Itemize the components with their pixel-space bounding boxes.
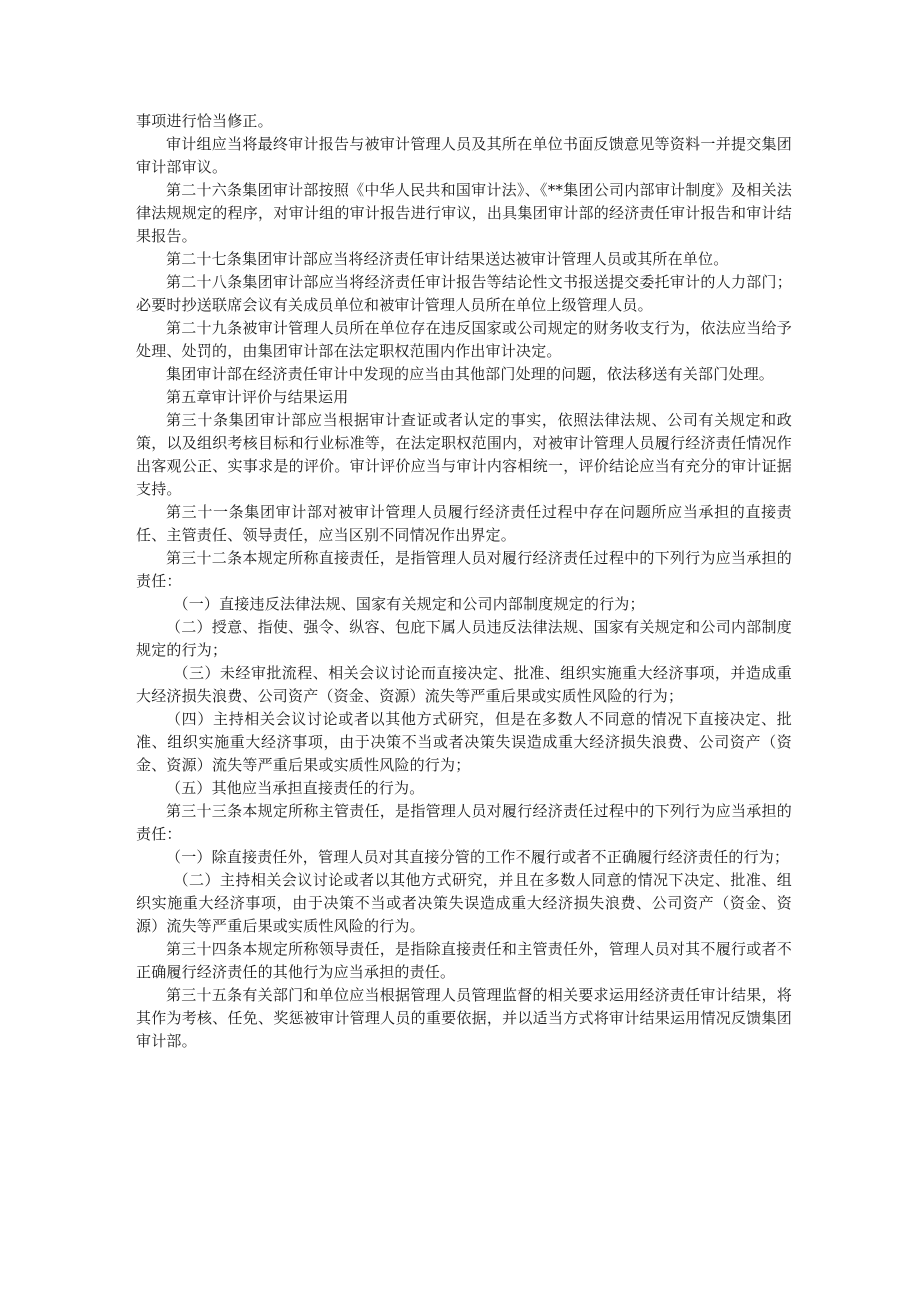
list-item: （三）未经审批流程、相关会议讨论而直接决定、批准、组织实施重大经济事项，并造成重大经济损失浪费、公司资产（资金、资源）流失等严重后果或实质性风险的行为； (136, 664, 792, 705)
article-27: 第二十七条集团审计部应当将经济责任审计结果送达被审计管理人员或其所在单位。 (166, 250, 729, 268)
paragraph: 事项进行恰当修正。 (136, 112, 273, 130)
paragraph: 审计组应当将最终审计报告与被审计管理人员及其所在单位书面反馈意见等资料一并提交集团审计部审议。 (136, 135, 792, 176)
article-26: 第二十六条集团审计部按照《中华人民共和国审计法》、《**集团公司内部审计制度》及相关法律法规规定的程序，对审计组的审计报告进行审议，出具集团审计部的经济责任审计报告和审计结果报告。 (136, 181, 792, 245)
list-item: （一）除直接责任外，管理人员对其直接分管的工作不履行或者不正确履行经济责任的行为； (166, 848, 790, 866)
document-body (136, 110, 792, 1053)
article-35: 第三十五条有关部门和单位应当根据管理人员管理监督的相关要求运用经济责任审计结果，将其作为考核、任免、奖惩被审计管理人员的重要依据，并以适当方式将审计结果运用情况反馈集团审计部。 (136, 986, 792, 1050)
list-item: （一）直接违反法律法规、国家有关规定和公司内部制度规定的行为； (173, 595, 645, 613)
list-item: （二）主持相关会议讨论或者以其他方式研究，并且在多数人同意的情况下决定、批准、组织实施重大经济事项，由于决策不当或者决策失误造成重大经济损失浪费、公司资产（资金、资源）流失等严重后果或实质性风险的行为。 (136, 871, 792, 935)
article-29: 第二十九条被审计管理人员所在单位存在违反国家或公司规定的财务收支行为，依法应当给予处理、处罚的，由集团审计部在法定职权范围内作出审计决定。 (136, 319, 792, 360)
article-28: 第二十八条集团审计部应当将经济责任审计报告等结论性文书报送提交委托审计的人力部门；必要时抄送联席会议有关成员单位和被审计管理人员所在单位上级管理人员。 (136, 273, 792, 314)
article-31: 第三十一条集团审计部对被审计管理人员履行经济责任过程中存在问题所应当承担的直接责任、主管责任、领导责任，应当区别不同情况作出界定。 (136, 503, 792, 544)
list-item: （二）授意、指使、强令、纵容、包庇下属人员违反法律法规、国家有关规定和公司内部制度规定的行为； (136, 618, 792, 659)
article-33: 第三十三条本规定所称主管责任，是指管理人员对履行经济责任过程中的下列行为应当承担的责任： (136, 802, 792, 843)
article-34: 第三十四条本规定所称领导责任，是指除直接责任和主管责任外，管理人员对其不履行或者不正确履行经济责任的其他行为应当承担的责任。 (136, 940, 792, 981)
paragraph: 集团审计部在经济责任审计中发现的应当由其他部门处理的问题，依法移送有关部门处理。 (166, 365, 775, 383)
list-item: （四）主持相关会议讨论或者以其他方式研究，但是在多数人不同意的情况下直接决定、批准、组织实施重大经济事项，由于决策不当或者决策失误造成重大经济损失浪费、公司资产（资金、资源）流失等严重后果或实质性风险的行为； (136, 710, 792, 774)
list-item: （五）其他应当承担直接责任的行为。 (166, 779, 425, 797)
article-30: 第三十条集团审计部应当根据审计查证或者认定的事实，依照法律法规、公司有关规定和政策，以及组织考核目标和行业标准等，在法定职权范围内，对被审计管理人员履行经济责任情况作出客观公正、实事求是的评价。审计评价应当与审计内容相统一，评价结论应当有充分的审计证据支持。 (136, 411, 792, 498)
chapter-heading: 第五章审计评价与结果运用 (166, 388, 349, 406)
article-32: 第三十二条本规定所称直接责任，是指管理人员对履行经济责任过程中的下列行为应当承担的责任： (136, 549, 792, 590)
